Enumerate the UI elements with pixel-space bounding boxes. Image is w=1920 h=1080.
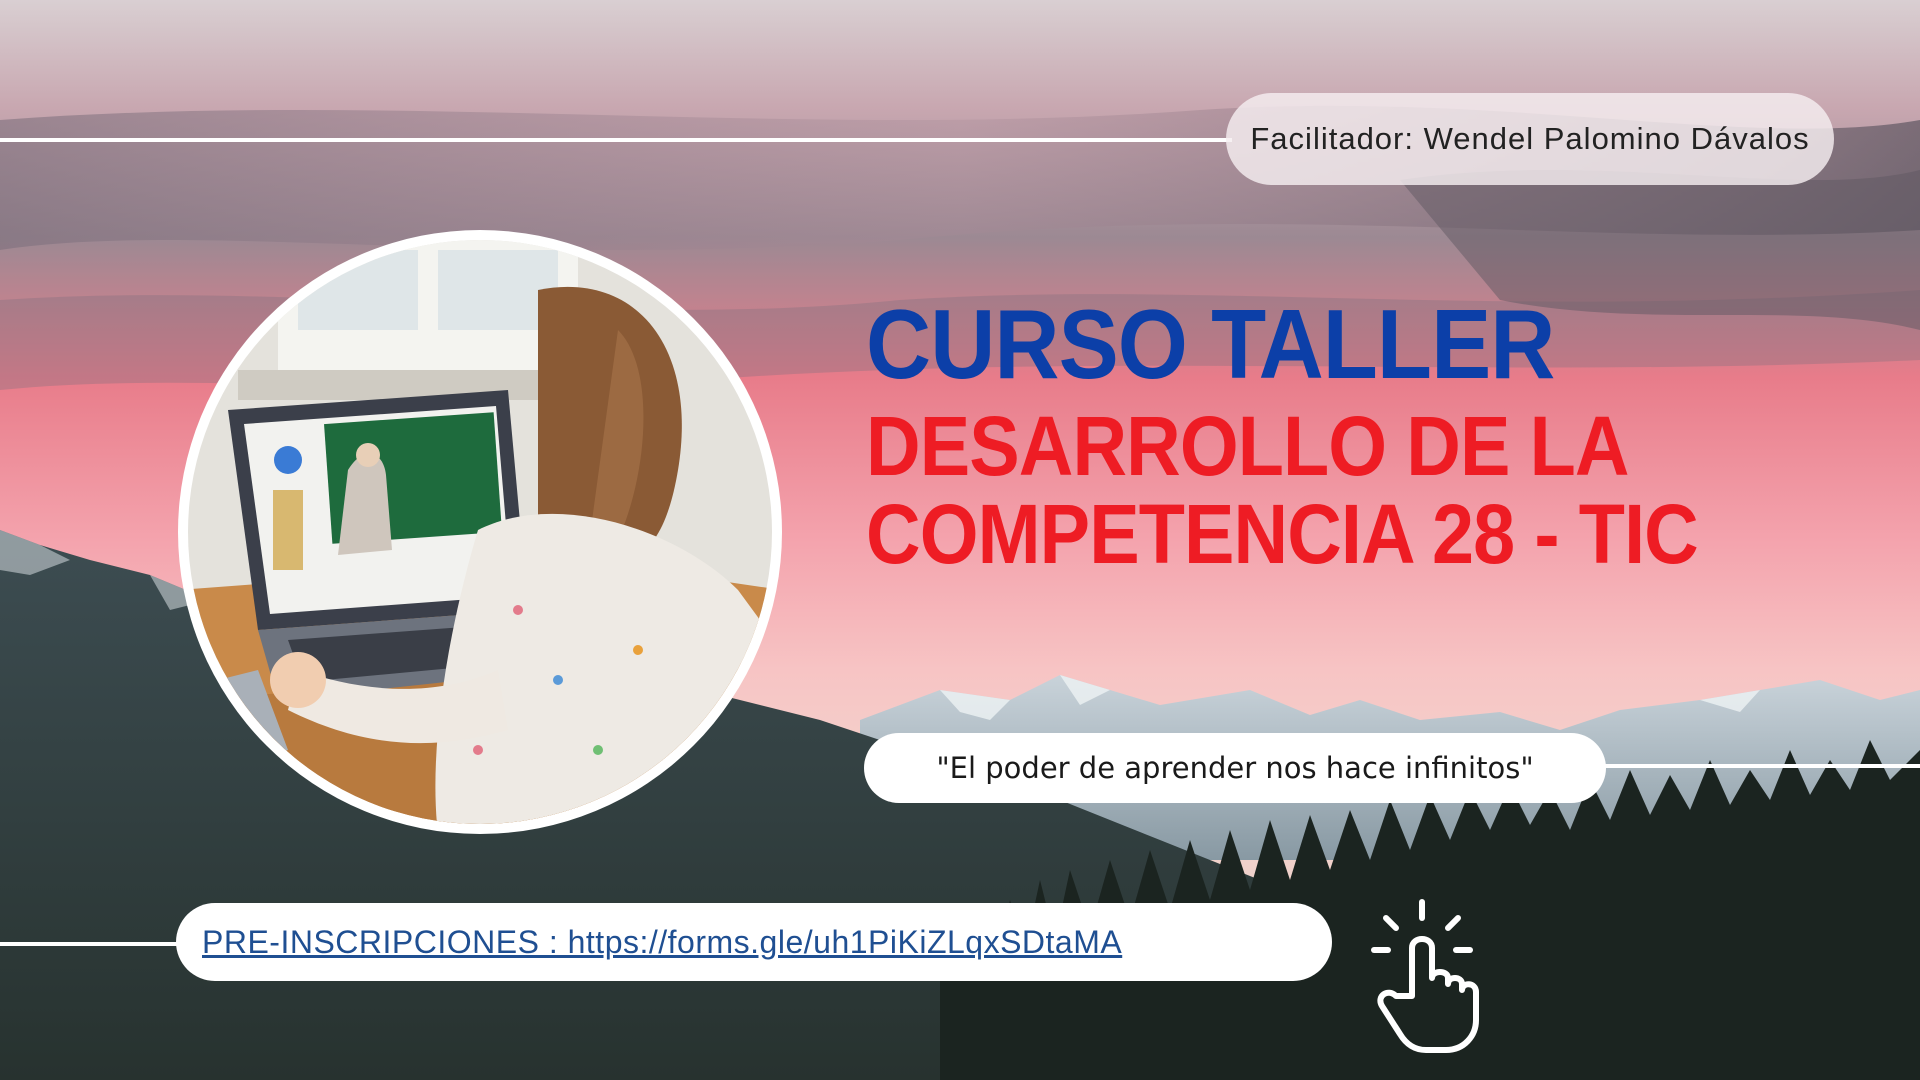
course-subtitle (866, 399, 1698, 581)
hand-pointer-icon (1360, 896, 1490, 1056)
course-title: CURSO TALLER (866, 289, 1555, 399)
course-subtitle-line2: COMPETENCIA 28 - TIC (866, 487, 1698, 581)
facilitator-badge (1226, 93, 1834, 185)
decor-line-top (0, 138, 1232, 142)
decor-line-bottom (0, 942, 180, 946)
course-subtitle-line1: DESARROLLO DE LA (866, 399, 1629, 493)
motto-badge (864, 733, 1606, 803)
preregistration-badge (176, 903, 1332, 981)
motto-text: "El poder de aprender nos hace infinitos" (936, 751, 1534, 785)
facilitator-text: Facilitador: Wendel Palomino Dávalos (1250, 121, 1810, 156)
decor-line-middle (1600, 764, 1920, 768)
preregistration-link[interactable]: PRE-INSCRIPCIONES : https://forms.gle/uh1PiKiZLqxSDtaMA (202, 923, 1123, 960)
student-laptop-photo (178, 230, 782, 834)
